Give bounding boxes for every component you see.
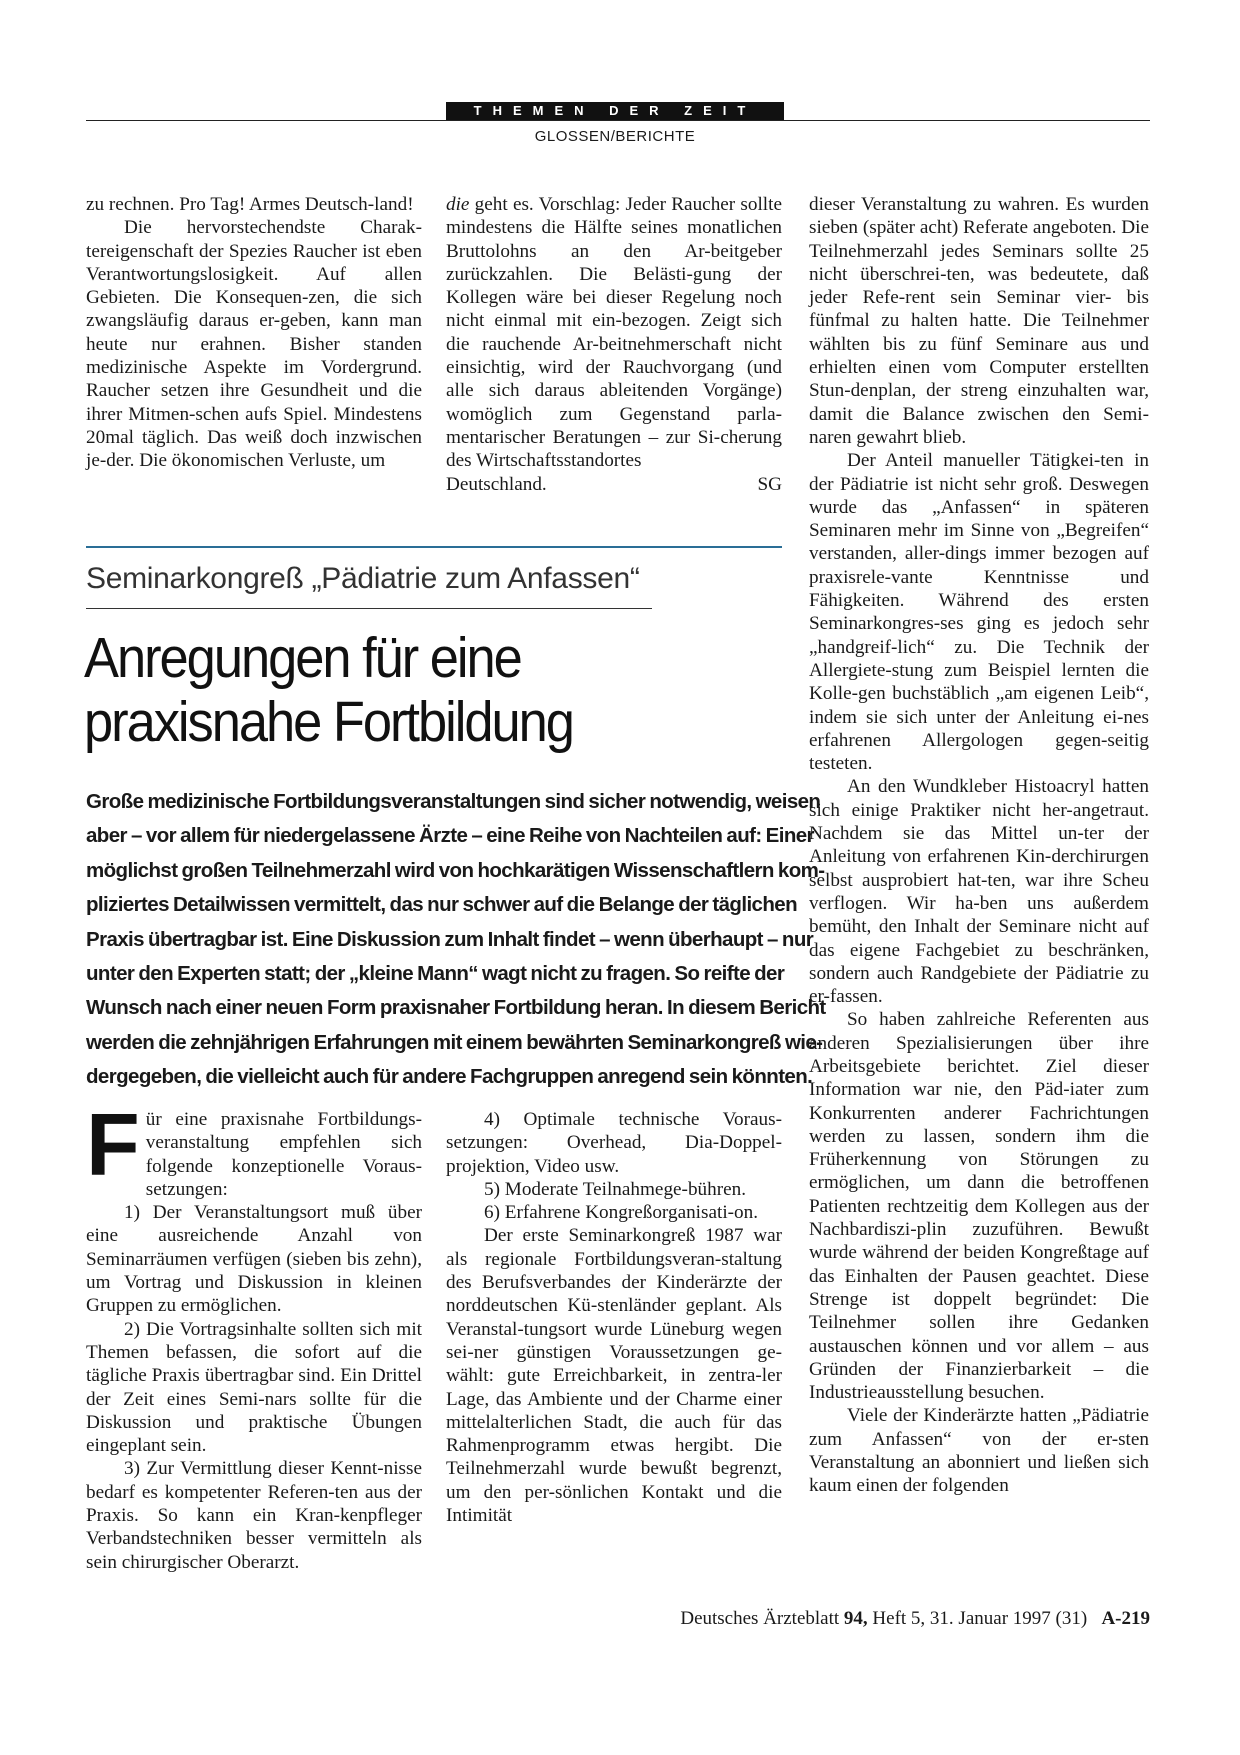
- italic-word: die: [446, 194, 470, 215]
- article-column-2: [446, 1108, 782, 1527]
- top-article-column-2: [446, 193, 782, 496]
- paragraph: Die hervorstechendste Charak-tereigenschaft der Spezies Raucher ist eben Verantwortungslosigkeit. Auf allen Gebieten. Die Konsequen-zen, die sich zwangsläufig daraus er-geben, kann man heute nur erahnen. Bisher standen medizinische Aspekte im Vordergrund. Raucher setzen ihre Gesundheit und die ihrer Mitmen-schen aufs Spiel. Mindestens 20mal täglich. Das weiß doch inzwischen je-der. Die ökonomischen Verluste, um: [86, 217, 422, 472]
- page-footer: [600, 1608, 1150, 1630]
- section-subtitle: GLOSSEN/BERICHTE: [534, 128, 696, 145]
- lead-line: pliziertes Detailwissen vermittelt, das nur schwer auf die Belange der täglichen: [86, 893, 797, 917]
- top-article-column-1: [86, 193, 422, 473]
- last-line: Deutschland.: [446, 473, 547, 495]
- article-kicker: Seminarkongreß „Pädiatrie zum Anfassen“: [86, 562, 640, 595]
- paragraph: Der Anteil manueller Tätigkei-ten in der Pädiatrie ist nicht sehr groß. Deswegen wurde das „Anfassen“ in späteren Seminaren mehr im Sinne von „Begreifen“ verstanden, aller-dings immer bezogen auf praxisrele-vante Kenntnisse und Fähigkeiten. Während des ersten Seminarkongres-ses ging es jedoch sehr „handgreif-lich“ zu. Die Technik der Allergiete-stung zum Beispiel lernten die Kolle-gen buchstäblich „am eigenen Leib“, indem sie sich unter der Anleitung ei-nes erfahrenen Allergologen gegen-seitig testeten.: [809, 450, 1149, 775]
- article-lead: [86, 785, 826, 1095]
- paragraph: [86, 1095, 422, 1201]
- kicker-underline: [86, 608, 652, 609]
- signature-line: [446, 473, 782, 496]
- article-headline: [84, 626, 728, 754]
- lead-line: Wunsch nach einer neuen Form praxisnaher Fortbildung heran. In diesem Bericht: [86, 996, 826, 1020]
- lead-line: aber – vor allem für niedergelassene Ärzte – eine Reihe von Nachteilen auf: Einer: [86, 824, 814, 848]
- volume-number: 94,: [843, 1608, 868, 1629]
- paragraph: 6) Erfahrene Kongreßorganisati-on.: [484, 1202, 759, 1224]
- header-rule: [86, 120, 1150, 121]
- lead-line: unter den Experten statt; der „kleine Mann“ wagt nicht zu fragen. So reifte der: [86, 962, 785, 986]
- headline-line-2: praxisnahe Fortbildung: [84, 690, 573, 754]
- paragraph: 5) Moderate Teilnahmege-bühren.: [484, 1178, 747, 1200]
- issue-info: Heft 5, 31. Januar 1997 (31): [867, 1608, 1088, 1629]
- lead-line: möglichst großen Teilnehmerzahl wird von hochkarätigen Wissenschaftlern kom-: [86, 858, 825, 882]
- lead-line: dergegeben, die vielleicht auch für andere Fachgruppen anregend sein könnten.: [86, 1065, 813, 1089]
- headline-line-1: Anregungen für eine: [84, 626, 521, 690]
- paragraph: 4) Optimale technische Voraus-setzungen: Overhead, Dia-Doppel-projektion, Video usw.: [446, 1109, 782, 1177]
- paragraph: Viele der Kinderärzte hatten „Pädiatrie zum Anfassen“ von der er-sten Veranstaltung an abonniert und ließen sich kaum einen der folgenden: [809, 1405, 1149, 1497]
- author-signature: SG: [757, 473, 782, 495]
- paragraph: So haben zahlreiche Referenten aus anderen Spezialisierungen über ihre Arbeitsgebiete berichtet. Ziel dieser Information war nie, den Päd-iater zum Konkurrenten anderer Fachrichtungen werden zu lassen, sondern ihm die Früherkennung von Störungen zu ermöglichen, um dann die betroffenen Patienten rechtzeitig dem Kollegen aus der Nachbardiszi-plin zuzuführen. Bewußt wurde während der beiden Kongreßtage auf das Einhalten der Pausen geachtet. Diese Strenge ist doppelt begründet: Die Teilnehmer sollen ihre Gedanken austauschen können und vor allem – aus Gründen der Finanzierbarkeit – die Industrieausstellung besuchen.: [809, 1009, 1149, 1404]
- article-divider: [86, 546, 782, 548]
- article-column-3: [809, 193, 1149, 1498]
- paragraph: 1) Der Veranstaltungsort muß über eine ausreichende Anzahl von Seminarräumen verfügen (sieben bis zehn), um Vortrag und Diskussion in kleinen Gruppen zu ermöglichen.: [86, 1202, 422, 1317]
- paragraph-text: ür eine praxisnahe Fortbildungs-veranstaltung empfehlen sich folgende konzeptionelle Voraus-setzungen:: [145, 1109, 422, 1200]
- paragraph: zu rechnen. Pro Tag! Armes Deutsch-land!: [86, 194, 414, 215]
- journal-name: Deutsches Ärzteblatt: [680, 1608, 840, 1629]
- paragraph: 3) Zur Vermittlung dieser Kennt-nisse bedarf es kompetenter Referen-ten aus der Praxis. So kann ein Kran-kenpfleger Verbandstechniken besser vermitteln als sein chirurgischer Oberarzt.: [86, 1458, 422, 1573]
- paragraph: dieser Veranstaltung zu wahren. Es wurden sieben (später acht) Referate angeboten. Die Teilnehmerzahl jedes Seminars sollte 25 nicht überschrei-ten, was bedeutete, daß jeder Refe-rent sein Seminar vier- bis fünfmal zu halten hatte. Die Teilnehmer wählten bis zu fünf Seminare aus und erhielten einen vom Computer erstellten Stun-denplan, der streng einzuhalten war, damit die Balance zwischen den Semi-naren gewahrt blieb.: [809, 194, 1149, 448]
- section-banner: THEMEN DER ZEIT: [446, 102, 784, 120]
- paragraph: 2) Die Vortragsinhalte sollten sich mit Themen befassen, die sofort auf die tägliche Praxis übertragbar sind. Ein Drittel der Zeit eines Semi-nars sollte für die Diskussion und praktische Übungen eingeplant sein.: [86, 1318, 422, 1457]
- lead-line: Praxis übertragbar ist. Eine Diskussion zum Inhalt findet – wenn überhaupt – nur: [86, 927, 814, 951]
- paragraph: Der erste Seminarkongreß 1987 war als regionale Fortbildungsveran-staltung des Berufsverbandes der Kinderärzte der norddeutschen Kü-stenländer geplant. Als Veranstal-tungsort wurde Lüneburg wegen sei-ner günstigen Voraussetzungen ge-wählt: gute Erreichbarkeit, in zentra-ler Lage, das Ambiente und der Charme einer mittelalterlichen Stadt, die auch für das Rahmenprogramm etwas hergibt. Die Teilnehmerzahl wurde bewußt begrenzt, um den per-sönlichen Kontakt und die Intimität: [446, 1225, 782, 1527]
- paragraph: An den Wundkleber Histoacryl hatten sich einige Praktiker nicht her-angetraut. Nachdem sie das Mittel un-ter der Anleitung von erfahrenen Kin-derchirurgen selbst ausprobiert hat-ten, war ihre Scheu verflogen. Wir ha-ben uns außerdem bemüht, den Inhalt der Seminare nicht auf das eigene Fachgebiet zu beschränken, sondern auch Randgebiete der Pädiatrie zu er-fassen.: [809, 776, 1149, 1008]
- article-column-1: [86, 1095, 422, 1574]
- page-number: A-219: [1101, 1608, 1150, 1629]
- lead-line: Große medizinische Fortbildungsveranstaltungen sind sicher notwendig, weisen: [86, 790, 821, 813]
- drop-cap: F: [86, 1095, 140, 1194]
- paragraph: [446, 193, 782, 473]
- paragraph-text: geht es. Vorschlag: Jeder Raucher sollte mindestens die Hälfte seines monatlichen Bruttolohns an den Ar-beitgeber zurückzahlen. Die Belästi-gung der Kollegen wäre bei dieser Regelung noch nicht einmal mit ein-bezogen. Zeigt sich die rauchende Ar-beitnehmerschaft nicht einsichtig, wird der Rauchvorgang (und alle sich daraus ableitenden Vorgänge) womöglich zum Gegenstand parla-mentarischer Beratungen – zur Si-cherung des Wirtschaftsstandortes: [446, 194, 782, 472]
- lead-line: werden die zehnjährigen Erfahrungen mit einem bewährten Seminarkongreß wie-: [86, 1030, 823, 1054]
